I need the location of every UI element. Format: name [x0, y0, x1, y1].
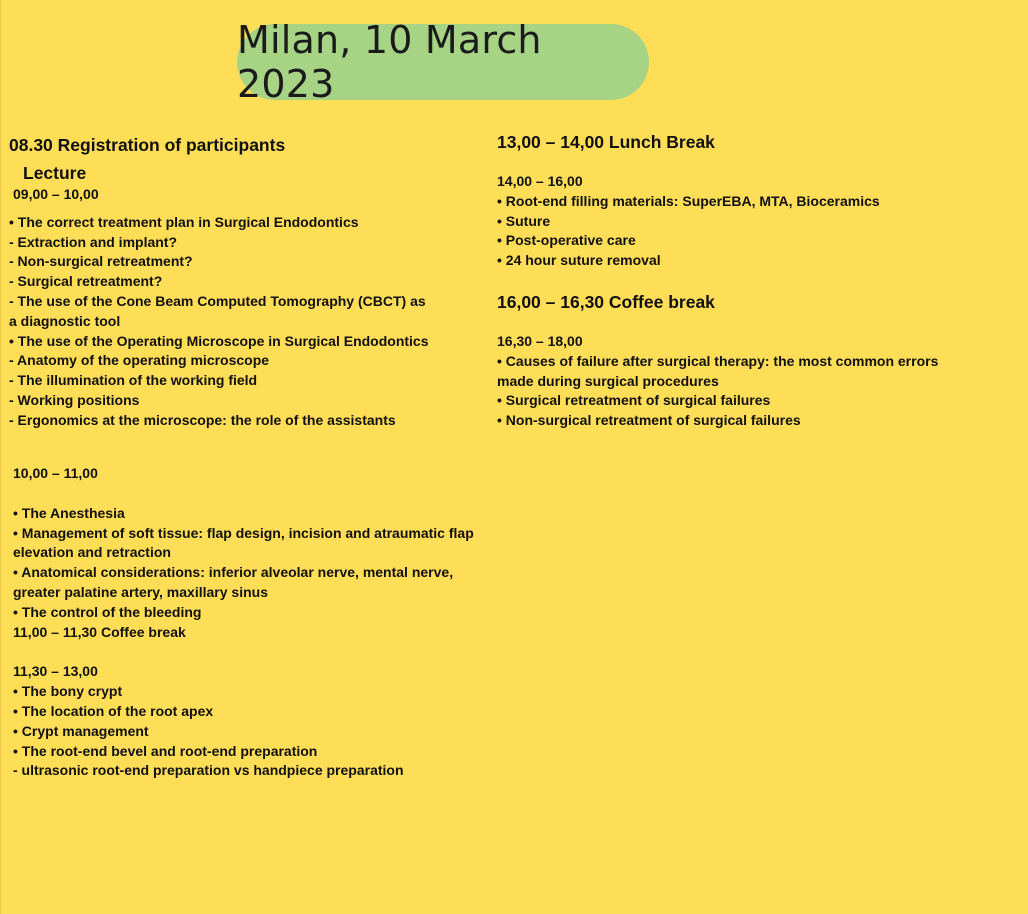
lecture-heading: Lecture — [23, 163, 87, 183]
list-item: • Crypt management — [13, 722, 149, 739]
list-item: - The use of the Cone Beam Computed Tomography (CBCT) as — [9, 292, 426, 309]
afternoon-block1-time: 14,00 – 16,00 — [497, 173, 583, 189]
list-item: - ultrasonic root-end preparation vs handpiece preparation — [13, 762, 404, 779]
block1-time: 09,00 – 10,00 — [13, 186, 99, 202]
coffee-break-morning: 11,00 – 11,30 Coffee break — [13, 623, 186, 640]
block2-list — [13, 504, 543, 643]
registration-heading: 08.30 Registration of participants — [9, 135, 286, 155]
list-item: - Surgical retreatment? — [9, 273, 163, 290]
left-column-lower — [13, 464, 543, 781]
list-item: • Root-end filling materials: SuperEBA, MTA, Bioceramics — [497, 192, 880, 209]
afternoon-block2-time: 16,30 – 18,00 — [497, 332, 583, 349]
list-item: a diagnostic tool — [9, 312, 121, 329]
list-item: - Ergonomics at the microscope: the role of the assistants — [9, 411, 396, 428]
right-column — [497, 130, 1017, 431]
list-item: • Post-operative care — [497, 232, 636, 249]
list-item: • 24 hour suture removal — [497, 252, 661, 269]
title-banner — [237, 18, 649, 106]
afternoon-block1-list — [497, 192, 1017, 271]
block2-time: 10,00 – 11,00 — [13, 465, 98, 481]
list-item: elevation and retraction — [13, 544, 171, 561]
list-item: • The control of the bleeding — [13, 603, 202, 620]
list-item: - Extraction and implant? — [9, 233, 178, 250]
list-item: • The use of the Operating Microscope in Surgical Endodontics — [9, 332, 429, 349]
page-title: Milan, 10 March 2023 — [237, 18, 542, 106]
coffee-break-heading: 16,00 – 16,30 Coffee break — [497, 291, 715, 312]
lunch-break-heading: 13,00 – 14,00 Lunch Break — [497, 132, 715, 152]
list-item: • The correct treatment plan in Surgical Endodontics — [9, 213, 359, 230]
list-item: - Anatomy of the operating microscope — [9, 352, 270, 369]
left-column — [9, 133, 484, 431]
list-item: • Suture — [497, 212, 551, 229]
list-item: greater palatine artery, maxillary sinus — [13, 583, 268, 600]
list-item: • Causes of failure after surgical therapy: the most common errors — [497, 352, 939, 369]
list-item: • The location of the root apex — [13, 702, 214, 719]
list-item: • Non-surgical retreatment of surgical failures — [497, 412, 801, 429]
list-item: • The bony crypt — [13, 683, 123, 700]
list-item: • The Anesthesia — [13, 504, 125, 521]
list-item: - Working positions — [9, 391, 140, 408]
afternoon-block2-list — [497, 352, 1017, 431]
list-item: • Anatomical considerations: inferior alveolar nerve, mental nerve, — [13, 564, 454, 581]
list-item: • The root-end bevel and root-end preparation — [13, 742, 318, 759]
block3-list — [13, 682, 543, 781]
list-item: • Management of soft tissue: flap design, incision and atraumatic flap — [13, 524, 474, 541]
list-item: - The illumination of the working field — [9, 372, 258, 389]
block1-list — [9, 213, 484, 431]
list-item: made during surgical procedures — [497, 372, 719, 389]
list-item: - Non-surgical retreatment? — [9, 253, 193, 270]
list-item: • Surgical retreatment of surgical failures — [497, 392, 771, 409]
block3-time: 11,30 – 13,00 — [13, 663, 98, 680]
